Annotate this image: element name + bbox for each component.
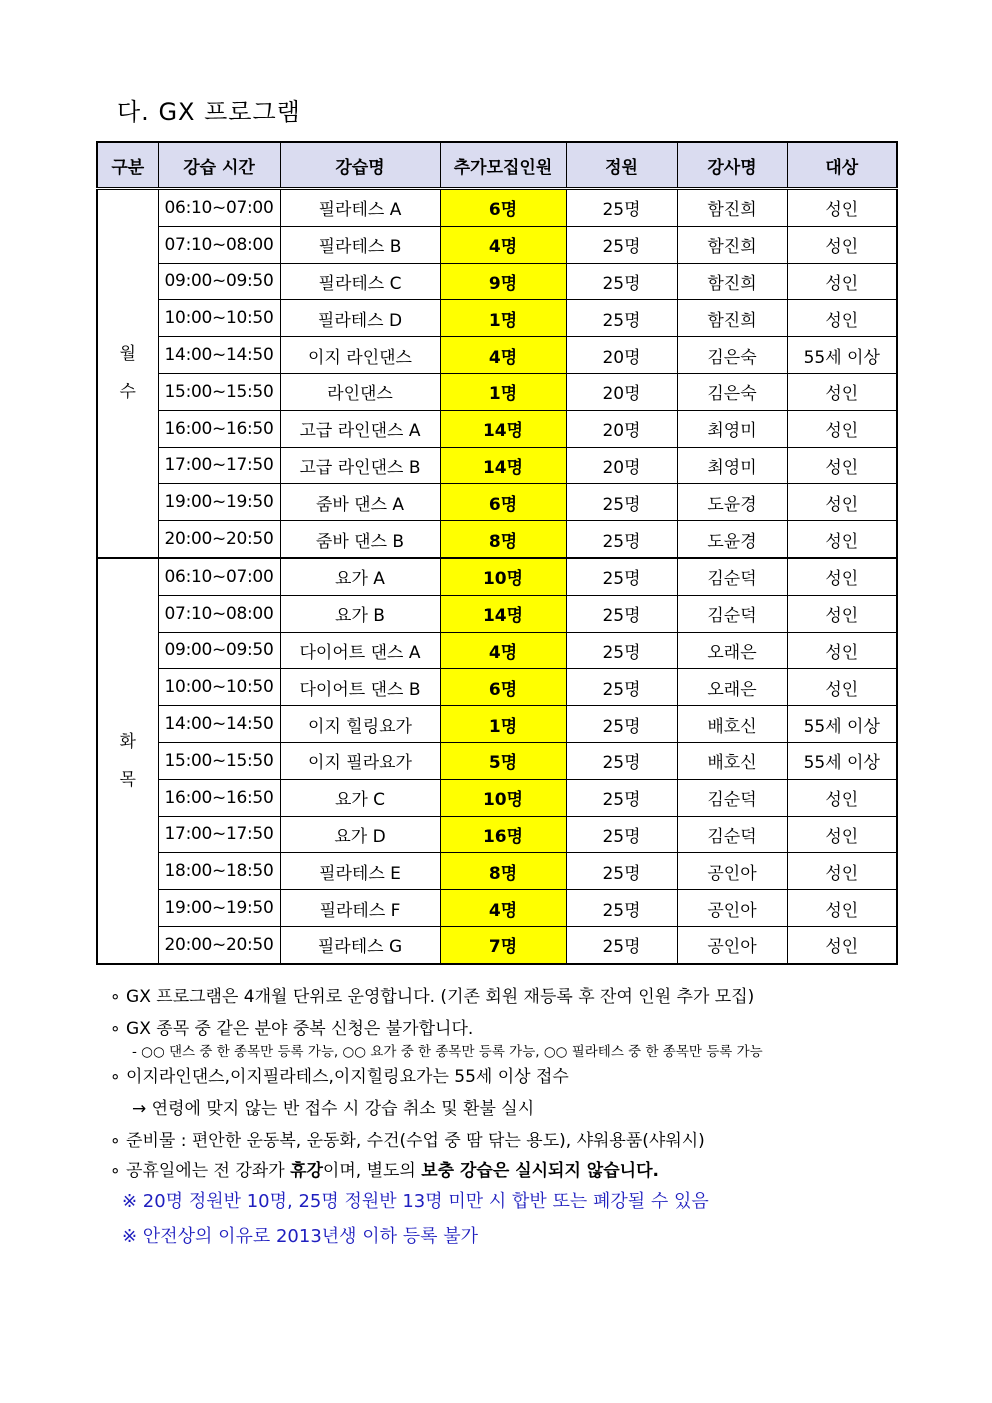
cell-target: 55세 이상: [787, 337, 897, 374]
cell-capacity: 25명: [566, 669, 677, 706]
cell-class-name: 필라테스 D: [280, 300, 440, 337]
cell-target: 성인: [787, 669, 897, 706]
cell-capacity: 25명: [566, 853, 677, 890]
cell-additional-recruit: 14명: [440, 447, 566, 484]
cell-time: 09:00~09:50: [158, 263, 280, 300]
cell-additional-recruit: 4명: [440, 632, 566, 669]
cell-instructor: 공인아: [677, 926, 787, 963]
cell-additional-recruit: 4명: [440, 337, 566, 374]
table-row: [97, 779, 897, 816]
cell-additional-recruit: 5명: [440, 742, 566, 779]
cell-instructor: 공인아: [677, 890, 787, 927]
cell-time: 17:00~17:50: [158, 816, 280, 853]
cell-additional-recruit: 14명: [440, 595, 566, 632]
cell-time: 10:00~10:50: [158, 300, 280, 337]
cell-instructor: 함진희: [677, 300, 787, 337]
cell-class-name: 이지 힐링요가: [280, 706, 440, 743]
cell-additional-recruit: 8명: [440, 521, 566, 558]
cell-class-name: 필라테스 C: [280, 263, 440, 300]
cell-instructor: 김순덕: [677, 595, 787, 632]
table-row: [97, 706, 897, 743]
cell-capacity: 25명: [566, 632, 677, 669]
cell-class-name: 요가 B: [280, 595, 440, 632]
cell-target: 성인: [787, 447, 897, 484]
table-row: [97, 816, 897, 853]
cell-class-name: 요가 A: [280, 558, 440, 595]
table-row: [97, 373, 897, 410]
cell-time: 20:00~20:50: [158, 521, 280, 558]
cell-class-name: 필라테스 E: [280, 853, 440, 890]
cell-time: 06:10~07:00: [158, 189, 280, 227]
cell-additional-recruit: 9명: [440, 263, 566, 300]
cell-capacity: 25명: [566, 300, 677, 337]
cell-additional-recruit: 8명: [440, 853, 566, 890]
cell-class-name: 라인댄스: [280, 373, 440, 410]
cell-class-name: 필라테스 B: [280, 226, 440, 263]
cell-target: 성인: [787, 373, 897, 410]
cell-additional-recruit: 4명: [440, 226, 566, 263]
table-row: [97, 337, 897, 374]
cell-instructor: 최영미: [677, 410, 787, 447]
cell-instructor: 김은숙: [677, 337, 787, 374]
cell-capacity: 20명: [566, 373, 677, 410]
note-preparation: ∘ 준비물 : 편안한 운동복, 운동화, 수건(수업 중 땀 닦는 용도), 샤워용품(샤워시): [110, 1131, 705, 1151]
cell-class-name: 줌바 댄스 A: [280, 484, 440, 521]
cell-class-name: 이지 라인댄스: [280, 337, 440, 374]
cell-class-name: 이지 필라요가: [280, 742, 440, 779]
cell-target: 성인: [787, 779, 897, 816]
cell-target: 성인: [787, 410, 897, 447]
day-char: 목: [119, 769, 136, 790]
cell-capacity: 25명: [566, 189, 677, 227]
note-holiday-part1: ∘ 공휴일에는 전 강좌가: [110, 1161, 291, 1181]
cell-class-name: 다이어트 댄스 A: [280, 632, 440, 669]
cell-instructor: 김순덕: [677, 816, 787, 853]
cell-capacity: 25명: [566, 779, 677, 816]
cell-target: 성인: [787, 300, 897, 337]
cell-target: 성인: [787, 853, 897, 890]
cell-capacity: 20명: [566, 337, 677, 374]
note-holiday-no-makeup: 보충 강습은 실시되지 않습니다.: [421, 1161, 659, 1181]
note-age-mismatch: → 연령에 맞지 않는 반 접수 시 강습 취소 및 환불 실시: [132, 1099, 535, 1119]
table-row: [97, 742, 897, 779]
table-row: [97, 263, 897, 300]
cell-class-name: 고급 라인댄스 B: [280, 447, 440, 484]
header-class-name: 강습명: [280, 142, 440, 189]
cell-target: 성인: [787, 521, 897, 558]
table-row: [97, 558, 897, 595]
cell-instructor: 오래은: [677, 632, 787, 669]
cell-instructor: 김순덕: [677, 558, 787, 595]
cell-time: 07:10~08:00: [158, 595, 280, 632]
cell-class-name: 필라테스 A: [280, 189, 440, 227]
cell-instructor: 도윤경: [677, 521, 787, 558]
cell-target: 성인: [787, 890, 897, 927]
cell-capacity: 25명: [566, 263, 677, 300]
cell-capacity: 25명: [566, 558, 677, 595]
cell-capacity: 25명: [566, 484, 677, 521]
table-row: [97, 226, 897, 263]
note-age-limit: ※ 안전상의 이유로 2013년생 이하 등록 불가: [122, 1226, 479, 1247]
cell-time: 09:00~09:50: [158, 632, 280, 669]
cell-time: 15:00~15:50: [158, 742, 280, 779]
section-title: 다. GX 프로그램: [117, 98, 301, 126]
cell-additional-recruit: 1명: [440, 300, 566, 337]
cell-time: 20:00~20:50: [158, 926, 280, 963]
table-row: [97, 447, 897, 484]
day-char: 화: [119, 731, 136, 752]
cell-additional-recruit: 7명: [440, 926, 566, 963]
cell-capacity: 25명: [566, 816, 677, 853]
cell-time: 14:00~14:50: [158, 706, 280, 743]
table-header-row: [97, 142, 897, 189]
cell-capacity: 25명: [566, 595, 677, 632]
note-holiday-closed: 휴강: [290, 1161, 323, 1181]
cell-capacity: 25명: [566, 926, 677, 963]
cell-time: 19:00~19:50: [158, 484, 280, 521]
cell-class-name: 필라테스 F: [280, 890, 440, 927]
cell-instructor: 함진희: [677, 263, 787, 300]
cell-instructor: 함진희: [677, 226, 787, 263]
cell-additional-recruit: 10명: [440, 558, 566, 595]
cell-instructor: 함진희: [677, 189, 787, 227]
table-row: [97, 632, 897, 669]
cell-capacity: 25명: [566, 890, 677, 927]
cell-capacity: 25명: [566, 706, 677, 743]
cell-target: 성인: [787, 263, 897, 300]
cell-target: 성인: [787, 226, 897, 263]
table-row: [97, 521, 897, 558]
note-holiday: [110, 1156, 659, 1181]
table-row: [97, 669, 897, 706]
cell-instructor: 배호신: [677, 706, 787, 743]
cell-time: 06:10~07:00: [158, 558, 280, 595]
cell-time: 15:00~15:50: [158, 373, 280, 410]
cell-instructor: 공인아: [677, 853, 787, 890]
note-holiday-part2: 이며, 별도의: [322, 1161, 422, 1181]
table-row: [97, 410, 897, 447]
cell-capacity: 20명: [566, 410, 677, 447]
cell-capacity: 25명: [566, 742, 677, 779]
cell-additional-recruit: 6명: [440, 669, 566, 706]
note-operation-period: ∘ GX 프로그램은 4개월 단위로 운영합니다. (기존 회원 재등록 후 잔여 인원 추가 모집): [110, 987, 755, 1007]
cell-instructor: 김순덕: [677, 779, 787, 816]
cell-class-name: 요가 C: [280, 779, 440, 816]
cell-instructor: 도윤경: [677, 484, 787, 521]
cell-time: 19:00~19:50: [158, 890, 280, 927]
cell-additional-recruit: 14명: [440, 410, 566, 447]
cell-time: 14:00~14:50: [158, 337, 280, 374]
cell-target: 55세 이상: [787, 706, 897, 743]
cell-time: 10:00~10:50: [158, 669, 280, 706]
note-duplicate-detail: - ○○ 댄스 중 한 종목만 등록 가능, ○○ 요가 중 한 종목만 등록 가능, ○○ 필라테스 중 한 종목만 등록 가능: [132, 1044, 763, 1060]
cell-target: 성인: [787, 484, 897, 521]
note-merge-cancel: ※ 20명 정원반 10명, 25명 정원반 13명 미만 시 합반 또는 폐강될 수 있음: [122, 1191, 709, 1212]
cell-class-name: 고급 라인댄스 A: [280, 410, 440, 447]
cell-class-name: 다이어트 댄스 B: [280, 669, 440, 706]
cell-target: 성인: [787, 926, 897, 963]
cell-class-name: 필라테스 G: [280, 926, 440, 963]
table-row: [97, 595, 897, 632]
cell-time: 17:00~17:50: [158, 447, 280, 484]
cell-time: 07:10~08:00: [158, 226, 280, 263]
cell-additional-recruit: 4명: [440, 890, 566, 927]
cell-target: 55세 이상: [787, 742, 897, 779]
cell-additional-recruit: 6명: [440, 189, 566, 227]
cell-day-group: [97, 558, 158, 964]
cell-time: 16:00~16:50: [158, 779, 280, 816]
note-easy-class-age: ∘ 이지라인댄스,이지필라테스,이지힐링요가는 55세 이상 접수: [110, 1067, 569, 1087]
header-instructor: 강사명: [677, 142, 787, 189]
cell-instructor: 김은숙: [677, 373, 787, 410]
gx-program-table: [96, 141, 898, 965]
cell-additional-recruit: 16명: [440, 816, 566, 853]
cell-instructor: 배호신: [677, 742, 787, 779]
header-additional-recruit: 추가모집인원: [440, 142, 566, 189]
table-row: [97, 890, 897, 927]
header-target: 대상: [787, 142, 897, 189]
table-row: [97, 853, 897, 890]
cell-class-name: 줌바 댄스 B: [280, 521, 440, 558]
cell-class-name: 요가 D: [280, 816, 440, 853]
cell-time: 16:00~16:50: [158, 410, 280, 447]
cell-additional-recruit: 10명: [440, 779, 566, 816]
table-row: [97, 189, 897, 227]
day-char: 수: [119, 382, 136, 403]
cell-additional-recruit: 6명: [440, 484, 566, 521]
cell-capacity: 25명: [566, 226, 677, 263]
table-row: [97, 484, 897, 521]
header-capacity: 정원: [566, 142, 677, 189]
cell-target: 성인: [787, 816, 897, 853]
day-char: 월: [119, 344, 136, 365]
cell-time: 18:00~18:50: [158, 853, 280, 890]
header-time: 강습 시간: [158, 142, 280, 189]
cell-target: 성인: [787, 632, 897, 669]
cell-target: 성인: [787, 558, 897, 595]
cell-capacity: 25명: [566, 521, 677, 558]
cell-target: 성인: [787, 595, 897, 632]
note-duplicate-registration: ∘ GX 종목 중 같은 분야 중복 신청은 불가합니다.: [110, 1019, 474, 1039]
table-row: [97, 300, 897, 337]
cell-capacity: 20명: [566, 447, 677, 484]
cell-target: 성인: [787, 189, 897, 227]
cell-instructor: 최영미: [677, 447, 787, 484]
cell-additional-recruit: 1명: [440, 706, 566, 743]
cell-additional-recruit: 1명: [440, 373, 566, 410]
cell-day-group: [97, 189, 158, 558]
cell-instructor: 오래은: [677, 669, 787, 706]
header-division: 구분: [97, 142, 158, 189]
table-row: [97, 926, 897, 963]
